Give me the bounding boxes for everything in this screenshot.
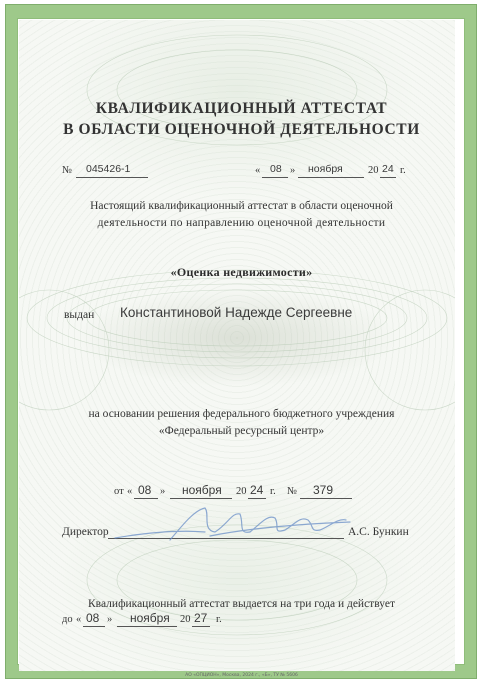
direction: «Оценка недвижимости»: [170, 265, 313, 279]
decision-number-label: №: [287, 486, 298, 497]
valid-until-year-unit: г.: [216, 614, 222, 625]
issue-date-year-unit: г.: [400, 165, 406, 176]
decision-year-underline: [248, 498, 266, 499]
decision-number: 379: [313, 483, 334, 497]
director-signature: [110, 502, 360, 547]
valid-until-year-suffix: 27: [194, 611, 208, 625]
certificate-title-line1: КВАЛИФИКАЦИОННЫЙ АТТЕСТАТ: [95, 100, 388, 117]
number-label: №: [62, 165, 73, 176]
issue-date-day: 08: [270, 163, 282, 175]
decision-year-prefix: 20: [236, 486, 247, 497]
certificate-number: 045426-1: [86, 163, 131, 175]
decision-day-underline: [134, 498, 158, 499]
issue-year-underline: [380, 177, 396, 178]
decision-year-suffix: 24: [250, 483, 264, 497]
valid-until-label: до: [62, 614, 73, 625]
issue-date-year-suffix: 24: [382, 163, 394, 175]
valid-day-underline: [83, 626, 105, 627]
intro-line1: Настоящий квалификационный аттестат в области оценочной: [90, 200, 393, 212]
issue-date-open-quote: «: [255, 165, 261, 176]
decision-number-underline: [300, 498, 352, 499]
valid-until-month: ноября: [130, 611, 170, 625]
basis-line1: на основании решения федерального бюджетного учреждения: [88, 408, 395, 420]
intro-line2: деятельности по направлению оценочной деятельности: [97, 217, 386, 229]
issue-day-underline: [262, 177, 288, 178]
decision-open-quote: «: [127, 486, 133, 497]
decision-from-label: от: [114, 486, 124, 497]
basis-line2: «Федеральный ресурсный центр»: [158, 425, 325, 437]
certificate-title-line2: В ОБЛАСТИ ОЦЕНОЧНОЙ ДЕЯТЕЛЬНОСТИ: [63, 121, 420, 138]
issue-date-month: ноября: [308, 163, 343, 175]
validity-text: Квалификационный аттестат выдается на три года и действует: [88, 598, 395, 610]
print-info: АО «ОПЦИОН», Москва, 2024 г., «Б», ТУ № 5606: [185, 673, 298, 678]
valid-until-year-prefix: 20: [180, 614, 191, 625]
issue-month-underline: [298, 177, 364, 178]
valid-year-underline: [192, 626, 210, 627]
valid-month-underline: [117, 626, 177, 627]
issue-date-close-quote: »: [290, 165, 296, 176]
decision-close-quote: »: [160, 486, 166, 497]
holder-name: Константиновой Надежде Сергеевне: [120, 305, 353, 320]
number-underline: [76, 177, 148, 178]
valid-until-day: 08: [86, 611, 100, 625]
decision-year-unit: г.: [270, 486, 276, 497]
valid-until-close-quote: »: [107, 614, 113, 625]
valid-until-open-quote: «: [76, 614, 82, 625]
director-label: Директор: [62, 526, 109, 538]
decision-month: ноября: [182, 483, 222, 497]
director-name: А.С. Бункин: [348, 526, 409, 538]
issued-label: выдан: [64, 309, 95, 321]
decision-month-underline: [170, 498, 232, 499]
decision-day: 08: [138, 483, 152, 497]
issue-date-year-prefix: 20: [368, 165, 379, 176]
